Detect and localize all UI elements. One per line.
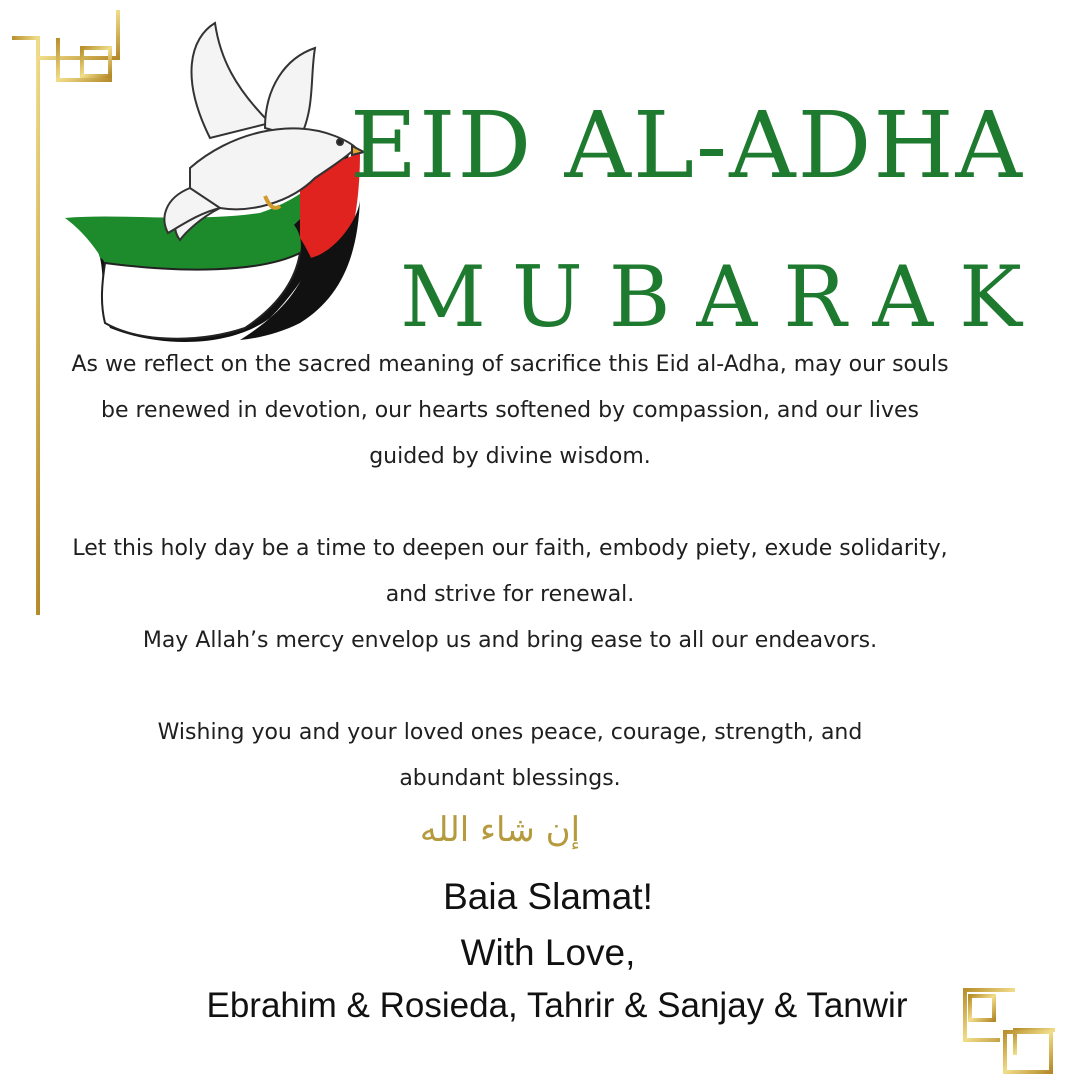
sign-greeting: Baia Slamat!: [443, 876, 653, 917]
message-paragraph-2: Let this holy day be a time to deepen our faith, embody piety, exude solidarity, and strive for renewal.: [72, 536, 948, 607]
message-paragraph-3: May Allah’s mercy envelop us and bring ease to all our endeavors.: [142, 628, 878, 653]
arabic-calligraphy-inshallah: إن شاء الله: [419, 810, 581, 850]
sign-names: Ebrahim & Rosieda, Tahrir & Sanjay & Tanwir: [206, 986, 908, 1025]
message-paragraph-1: As we reflect on the sacred meaning of sacrifice this Eid al-Adha, may our souls be renewed in devotion, our hearts softened by compassion, and our lives guided by divine wisdom.: [71, 352, 949, 469]
title-mubarak: MUBARAK: [400, 248, 1048, 346]
sign-with-love: With Love,: [460, 932, 636, 973]
title-eid-al-adha: EID AL-ADHA: [350, 92, 1024, 199]
message-paragraph-4: Wishing you and your loved ones peace, courage, strength, and abundant blessings.: [157, 720, 863, 791]
dove-with-flag-icon: [60, 18, 370, 358]
